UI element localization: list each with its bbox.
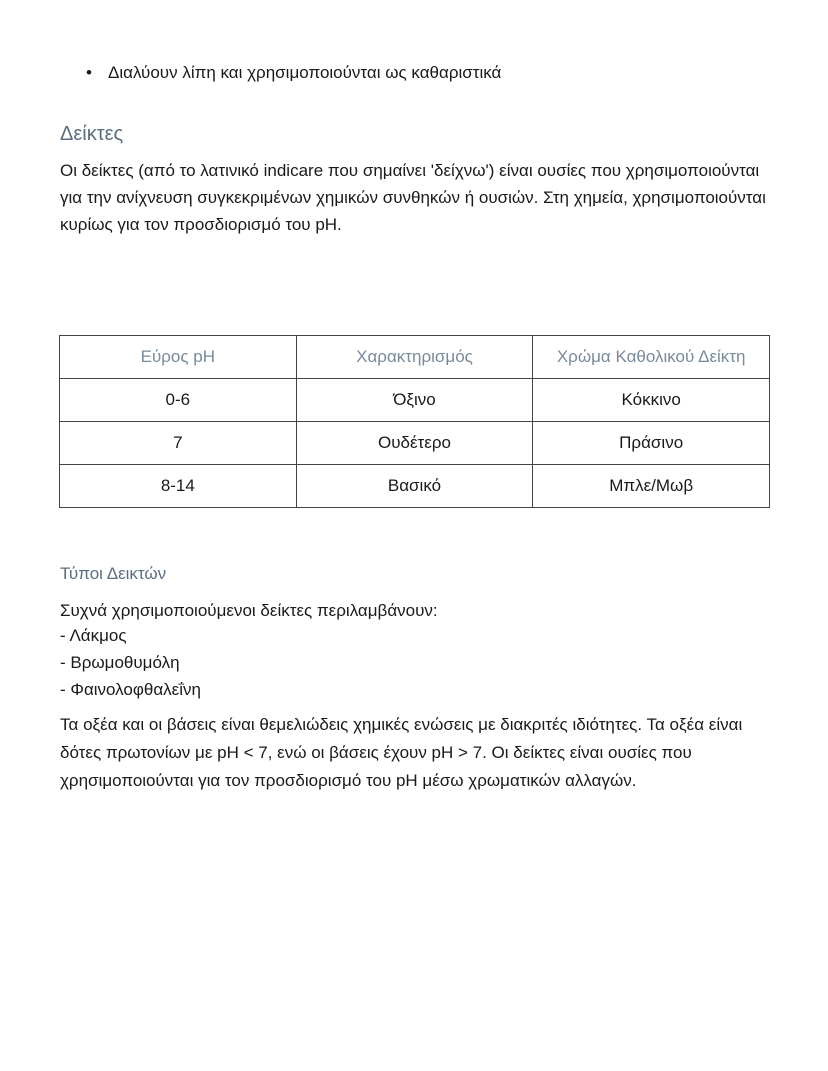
table-cell-color: Κόκκινο xyxy=(533,379,770,422)
table-row xyxy=(60,379,770,422)
table-cell-ph-range: 0-6 xyxy=(60,379,297,422)
table-row xyxy=(60,422,770,465)
header-characterization: Χαρακτηρισμός xyxy=(296,336,533,379)
table-cell-characterization: Ουδέτερο xyxy=(296,422,533,465)
table-cell-color: Μπλε/Μωβ xyxy=(533,465,770,508)
closing-paragraph: Τα οξέα και οι βάσεις είναι θεμελιώδεις χημικές ενώσεις με διακριτές ιδιότητες. Τα οξέα είναι δότες πρωτονίων με pH < 7, ενώ οι βάσεις έχουν pH > 7. Οι δείκτες είναι ουσίες που χρησιμοποιούνται για τον προσδιορισμό του pH μέσω χρωματικών αλλαγών. xyxy=(60,715,743,790)
bullet-text: Διαλύουν λίπη και χρησιμοποιούνται ως καθαριστικά xyxy=(108,63,502,82)
list-item: - Λάκμος xyxy=(60,626,127,645)
bullet-dot-icon: • xyxy=(86,63,92,82)
table-cell-characterization: Όξινο xyxy=(296,379,533,422)
table-cell-characterization: Βασικό xyxy=(296,465,533,508)
section-heading-indicators: Δείκτες xyxy=(60,123,124,145)
indicator-types-intro: Συχνά χρησιμοποιούμενοι δείκτες περιλαμβάνουν: xyxy=(60,601,438,620)
indicator-types-list xyxy=(60,622,201,703)
table-row xyxy=(60,465,770,508)
table-cell-color: Πράσινο xyxy=(533,422,770,465)
bullet-list xyxy=(86,60,501,86)
section-heading-indicator-types: Τύποι Δεικτών xyxy=(60,564,167,583)
list-item: - Φαινολοφθαλεΐνη xyxy=(60,680,201,699)
header-ph-range: Εύρος pH xyxy=(60,336,297,379)
header-indicator-color: Χρώμα Καθολικού Δείκτη xyxy=(533,336,770,379)
list-item: - Βρωμοθυμόλη xyxy=(60,653,180,672)
table-header-row xyxy=(60,336,770,379)
table-cell-ph-range: 8-14 xyxy=(60,465,297,508)
ph-table xyxy=(59,335,770,508)
bullet-item xyxy=(86,60,501,86)
indicators-intro-paragraph: Οι δείκτες (από το λατινικό indicare που σημαίνει 'δείχνω') είναι ουσίες που χρησιμοποιούνται για την ανίχνευση συγκεκριμένων χημικών συνθηκών ή ουσιών. Στη χημεία, χρησιμοποιούνται κυρίως για τον προσδιορισμό του pH. xyxy=(60,161,766,234)
table-cell-ph-range: 7 xyxy=(60,422,297,465)
